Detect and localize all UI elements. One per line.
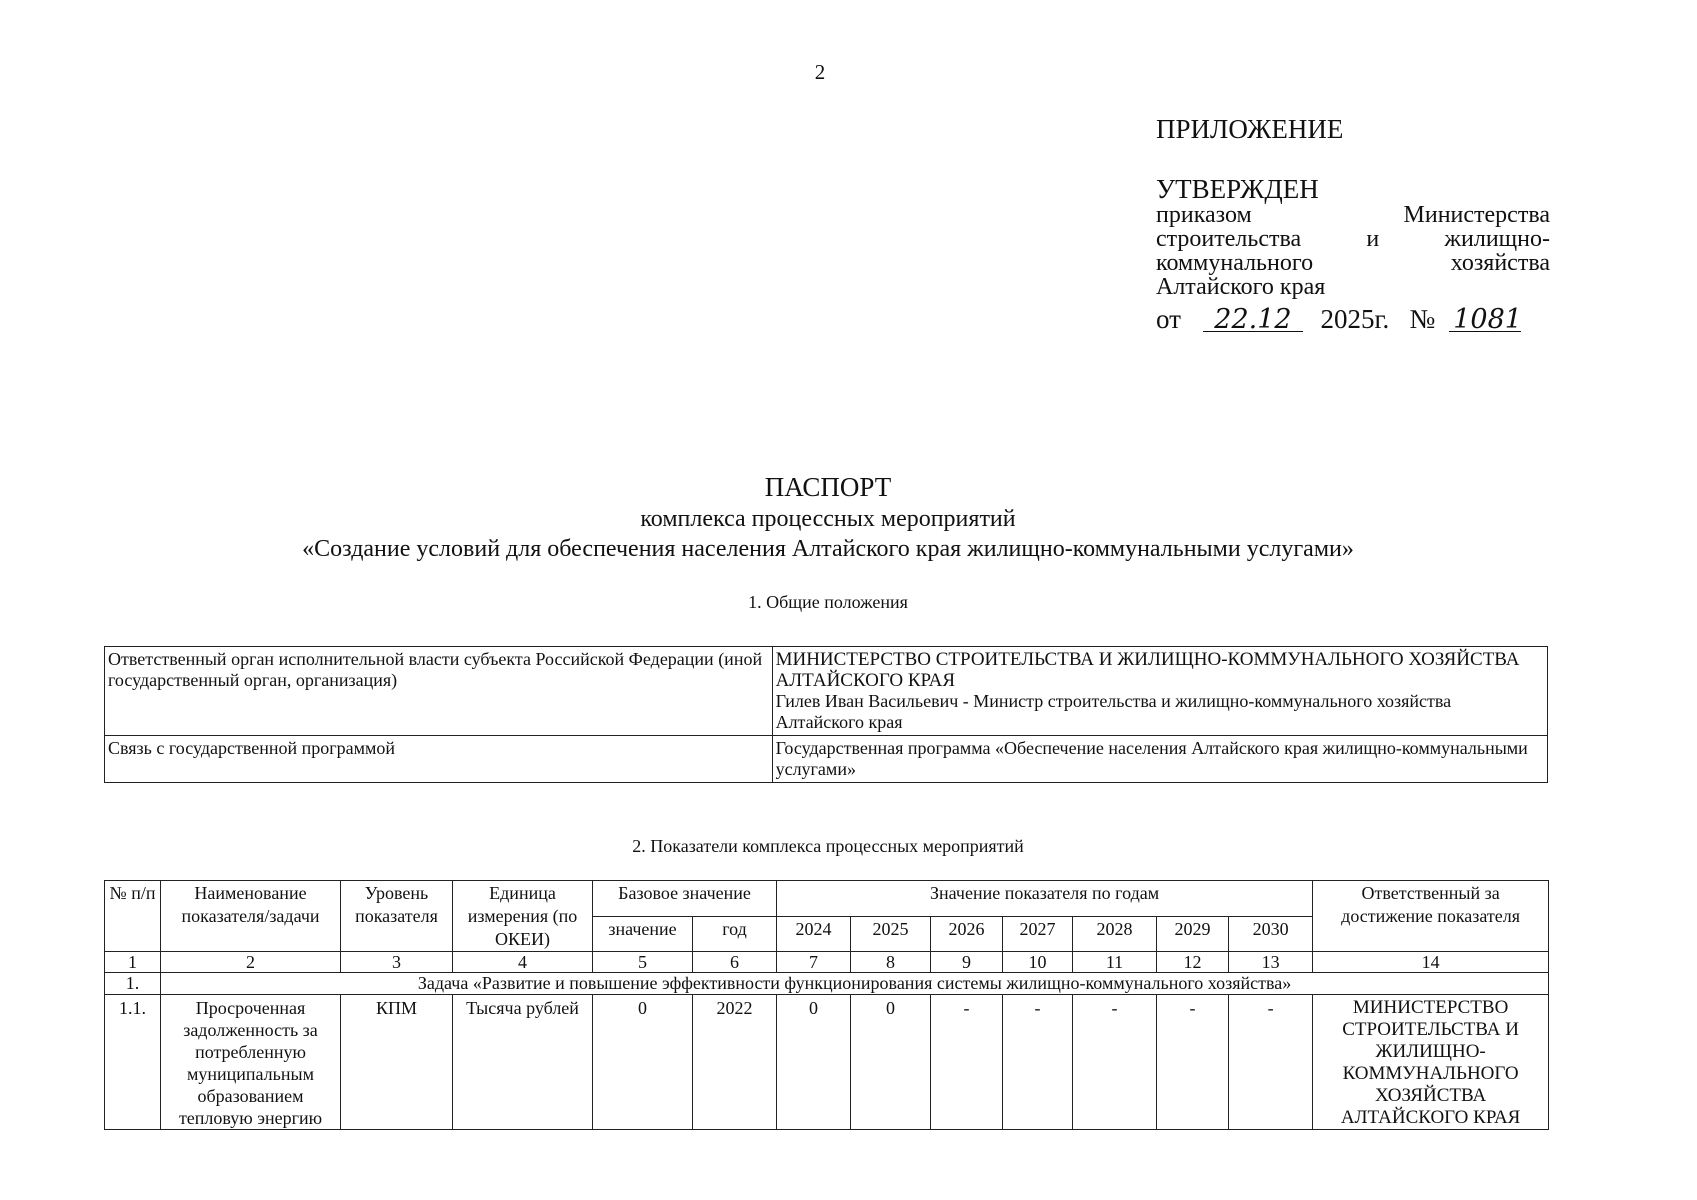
year-value: 0	[851, 995, 931, 1130]
table-row	[105, 995, 1549, 1130]
column-number: 2	[161, 952, 341, 973]
approval-date-line	[1156, 304, 1556, 335]
column-number: 6	[693, 952, 777, 973]
approved-heading: УТВЕРЖДЕН	[1156, 174, 1319, 204]
column-number: 7	[777, 952, 851, 973]
col-header-by-years: Значение показателя по годам	[777, 881, 1313, 917]
year-value: -	[931, 995, 1003, 1130]
page-number: 2	[814, 60, 826, 84]
responsible-organ: МИНИСТЕРСТВО СТРОИТЕЛЬСТВА И ЖИЛИЩНО-КОММУНАЛЬНОГО ХОЗЯЙСТВА АЛТАЙСКОГО КРАЯ	[775, 649, 1520, 691]
general-value	[772, 647, 1547, 736]
col-header-year: 2025	[851, 916, 931, 952]
column-number: 12	[1157, 952, 1229, 973]
col-header-year: 2028	[1073, 916, 1157, 952]
indicators-table	[104, 880, 1549, 1130]
column-number: 13	[1229, 952, 1313, 973]
task-number: 1.	[105, 973, 161, 995]
general-value: Государственная программа «Обеспечение населения Алтайского края жилищно-коммунальными услугами»	[772, 736, 1547, 783]
indicator-name: Просроченная задолженность за потребленную муниципальным образованием тепловую энергию	[161, 995, 341, 1130]
year-value: -	[1003, 995, 1073, 1130]
responsible-value: МИНИСТЕРСТВО СТРОИТЕЛЬСТВА И ЖИЛИЩНО-КОММУНАЛЬНОГО ХОЗЯЙСТВА АЛТАЙСКОГО КРАЯ	[1313, 995, 1549, 1130]
column-number: 5	[593, 952, 693, 973]
table-row	[105, 736, 1548, 783]
col-header-base: Базовое значение	[593, 881, 777, 917]
year-value: -	[1229, 995, 1313, 1130]
column-number: 3	[341, 952, 453, 973]
column-number: 10	[1003, 952, 1073, 973]
from-label: от	[1156, 304, 1181, 334]
row-number: 1.1.	[105, 995, 161, 1130]
col-header-base-year: год	[693, 916, 777, 952]
column-number: 1	[105, 952, 161, 973]
approval-text	[1156, 203, 1550, 299]
appendix-heading: ПРИЛОЖЕНИЕ	[1156, 114, 1344, 144]
column-number: 14	[1313, 952, 1549, 973]
year-value: -	[1157, 995, 1229, 1130]
handwritten-number: 1081	[1449, 309, 1521, 332]
approval-line: строительства и жилищно-	[1156, 226, 1550, 252]
responsible-person: Гилев Иван Васильевич - Министр строительства и жилищно-коммунального хозяйства Алтайского края	[775, 691, 1452, 732]
col-header-year: 2027	[1003, 916, 1073, 952]
column-number-row	[105, 952, 1549, 973]
indicator-unit: Тысяча рублей	[453, 995, 593, 1130]
section-1-heading: 1. Общие положения	[748, 592, 908, 612]
approval-line: приказом Министерства	[1156, 202, 1550, 228]
number-label: №	[1409, 304, 1436, 334]
col-header-year: 2029	[1157, 916, 1229, 952]
approval-line: Алтайского края	[1156, 274, 1326, 300]
col-header-year: 2026	[931, 916, 1003, 952]
document-title: ПАСПОРТ	[764, 472, 892, 502]
task-row	[105, 973, 1549, 995]
year-value: 0	[777, 995, 851, 1130]
column-number: 11	[1073, 952, 1157, 973]
column-number: 8	[851, 952, 931, 973]
col-header-level: Уровень показателя	[341, 881, 453, 952]
col-header-base-value: значение	[593, 916, 693, 952]
column-number: 4	[453, 952, 593, 973]
col-header-year: 2024	[777, 916, 851, 952]
approval-year: 2025г.	[1320, 304, 1390, 334]
col-header-name: Наименование показателя/задачи	[161, 881, 341, 952]
program-name: «Создание условий для обеспечения населения Алтайского края жилищно-коммунальными услугами»	[302, 536, 1354, 562]
general-label: Связь с государственной программой	[105, 736, 773, 783]
general-label: Ответственный орган исполнительной власти субъекта Российской Федерации (иной государственный орган, организация)	[105, 647, 773, 736]
header-row	[105, 881, 1549, 917]
col-header-num: № п/п	[105, 881, 161, 952]
indicator-level: КПМ	[341, 995, 453, 1130]
base-year: 2022	[693, 995, 777, 1130]
section-2-heading: 2. Показатели комплекса процессных мероприятий	[632, 836, 1024, 856]
approval-line: коммунального хозяйства	[1156, 250, 1550, 276]
base-value: 0	[593, 995, 693, 1130]
table-row	[105, 647, 1548, 736]
year-value: -	[1073, 995, 1157, 1130]
general-provisions-table	[104, 646, 1548, 783]
task-text: Задача «Развитие и повышение эффективности функционирования системы жилищно-коммунального хозяйства»	[161, 973, 1549, 995]
document-subtitle: комплекса процессных мероприятий	[640, 506, 1016, 532]
column-number: 9	[931, 952, 1003, 973]
col-header-unit: Единица измерения (по ОКЕИ)	[453, 881, 593, 952]
col-header-responsible: Ответственный за достижение показателя	[1313, 881, 1549, 952]
col-header-year: 2030	[1229, 916, 1313, 952]
handwritten-date: 22.12	[1203, 309, 1303, 332]
